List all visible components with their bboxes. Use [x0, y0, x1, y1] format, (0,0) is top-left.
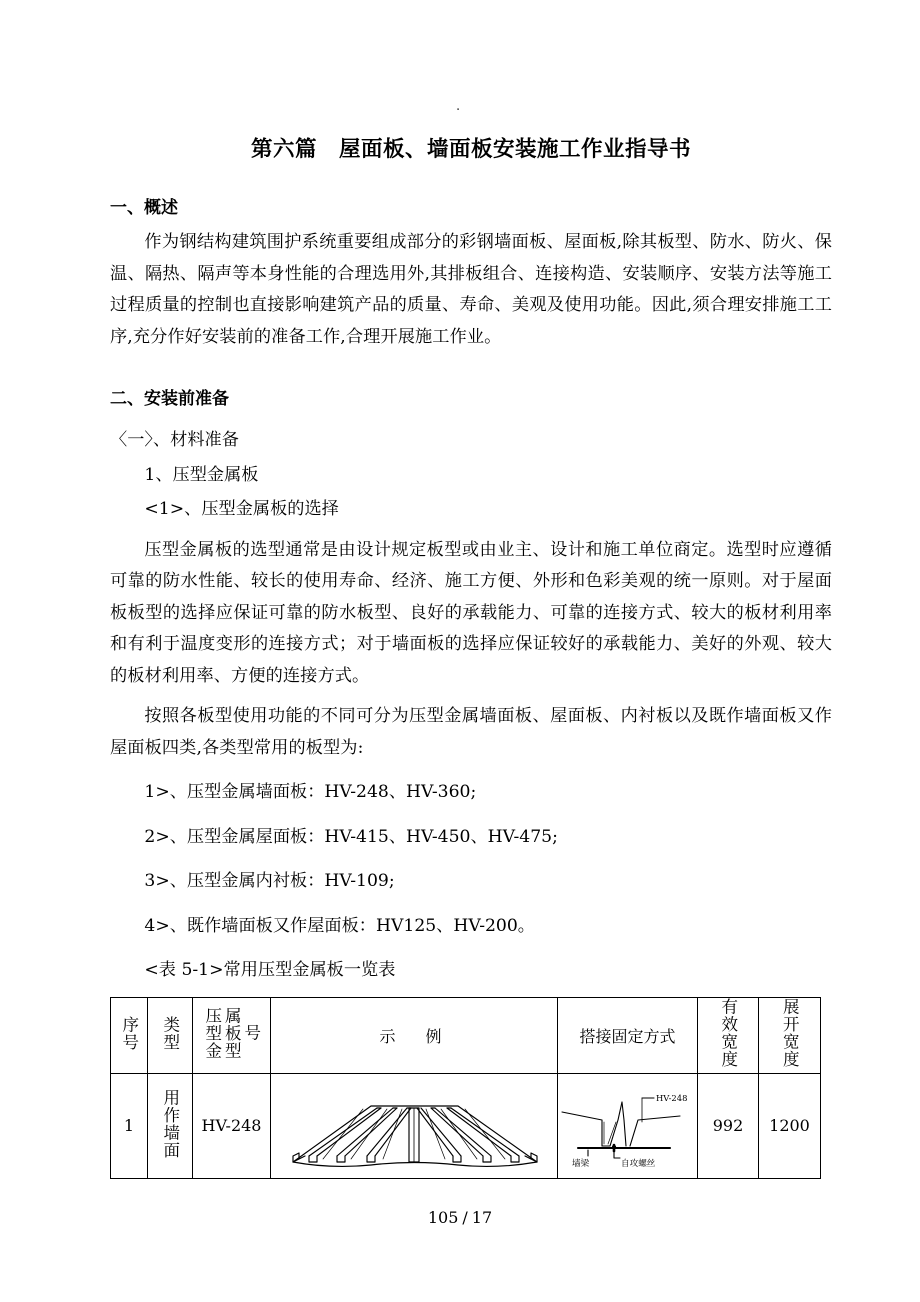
footer-separator: /: [462, 1208, 468, 1227]
panel-classification-paragraph: 按照各板型使用功能的不同可分为压型金属墙面板、屋面板、内衬板以及既作墙面板又作屋面板四类,各类型常用的板型为:: [110, 706, 832, 758]
column-header-developed-width: [759, 997, 821, 1073]
footer-total-pages: 17: [471, 1208, 493, 1227]
subsection-panel-selection: <1>、压型金属板的选择: [144, 499, 339, 519]
column-header-type-label: 类型: [160, 1015, 180, 1051]
table-row: [111, 1073, 821, 1178]
cell-type-label: 用作墙面: [160, 1088, 180, 1159]
column-header-model-line3: 号: [241, 1024, 261, 1042]
section-heading-preparation: 二、安装前准备: [110, 389, 229, 409]
page-title: 第六篇 屋面板、墙面板安装施工作业指导书: [250, 137, 691, 162]
column-header-example: [271, 997, 558, 1073]
cell-type: [148, 1073, 193, 1178]
list-item: 1>、压型金属墙面板：HV-248、HV-360;: [144, 782, 477, 802]
document-content: [110, 0, 832, 1179]
cell-effective-width: 992: [698, 1073, 759, 1178]
section-heading-overview: 一、概述: [110, 198, 178, 218]
column-header-model: [193, 997, 271, 1073]
column-header-sequence-label: 序号: [119, 1015, 139, 1051]
overview-paragraph: 作为钢结构建筑围护系统重要组成部分的彩钢墙面板、屋面板,除其板型、防水、防火、保温、隔热、隔声等本身性能的合理选用外,其排板组合、连接构造、安装顺序、安装方法等施工过程质量的控制也直接影响建筑产品的质量、寿命、美观及使用功能。因此,须合理安排施工工序,充分作好安装前的准备工作,合理开展施工作业。: [110, 232, 832, 347]
list-item: 3>、压型金属内衬板：HV-109;: [144, 871, 395, 891]
column-header-sequence: [111, 997, 148, 1073]
subsection-material-preparation: 〈一〉、材料准备: [110, 430, 239, 450]
cell-example-diagram: [271, 1073, 558, 1178]
page-footer: [0, 1208, 920, 1227]
detail-label-wall-beam: 墙梁: [572, 1158, 590, 1169]
subsection-profiled-metal-panel: 1、压型金属板: [144, 464, 259, 485]
cell-model: HV-248: [193, 1073, 271, 1178]
wall-panel-profile-illustration: [271, 1076, 558, 1176]
panel-specification-table: [110, 997, 821, 1179]
detail-label-model: HV-248: [656, 1092, 688, 1103]
cell-developed-width: 1200: [759, 1073, 821, 1178]
detail-label-screw: 自攻螺丝: [621, 1158, 656, 1169]
page-top-mark: .: [456, 99, 461, 114]
column-header-example-label: 示 例: [379, 1026, 449, 1046]
cell-fixing-detail-diagram: [558, 1073, 698, 1178]
column-header-fixing-method: [558, 997, 698, 1073]
lap-fixing-detail-illustration: [558, 1076, 698, 1176]
column-header-effective-width-label: 有效宽度: [718, 998, 738, 1068]
column-header-developed-width-label: 展开宽度: [780, 998, 800, 1068]
list-item: 4>、既作墙面板又作屋面板：HV125、HV-200。: [144, 915, 535, 936]
panel-selection-paragraph: 压型金属板的选型通常是由设计规定板型或由业主、设计和施工单位商定。选型时应遵循可靠的防水性能、较长的使用寿命、经济、施工方便、外形和色彩美观的统一原则。对于屋面板板型的选择应保证可靠的防水板型、良好的承载能力、可靠的连接方式、较大的板材利用率和有利于温度变形的连接方式；对于墙面板的选择应保证较好的承载能力、美好的外观、较大的板材利用率、方便的连接方式。: [110, 539, 832, 686]
cell-sequence: 1: [111, 1073, 148, 1178]
column-header-fixing-method-label: 搭接固定方式: [579, 1026, 676, 1046]
table-header-row: [111, 997, 821, 1073]
column-header-model-line2: 属板型: [222, 1006, 242, 1060]
table-caption: <表 5-1>常用压型金属板一览表: [144, 960, 396, 980]
footer-page-number: 105: [427, 1208, 459, 1227]
list-item: 2>、压型金属屋面板：HV-415、HV-450、HV-475;: [144, 826, 558, 847]
column-header-model-line1: 压型金: [202, 1006, 222, 1060]
column-header-type: [148, 997, 193, 1073]
column-header-effective-width: [698, 997, 759, 1073]
